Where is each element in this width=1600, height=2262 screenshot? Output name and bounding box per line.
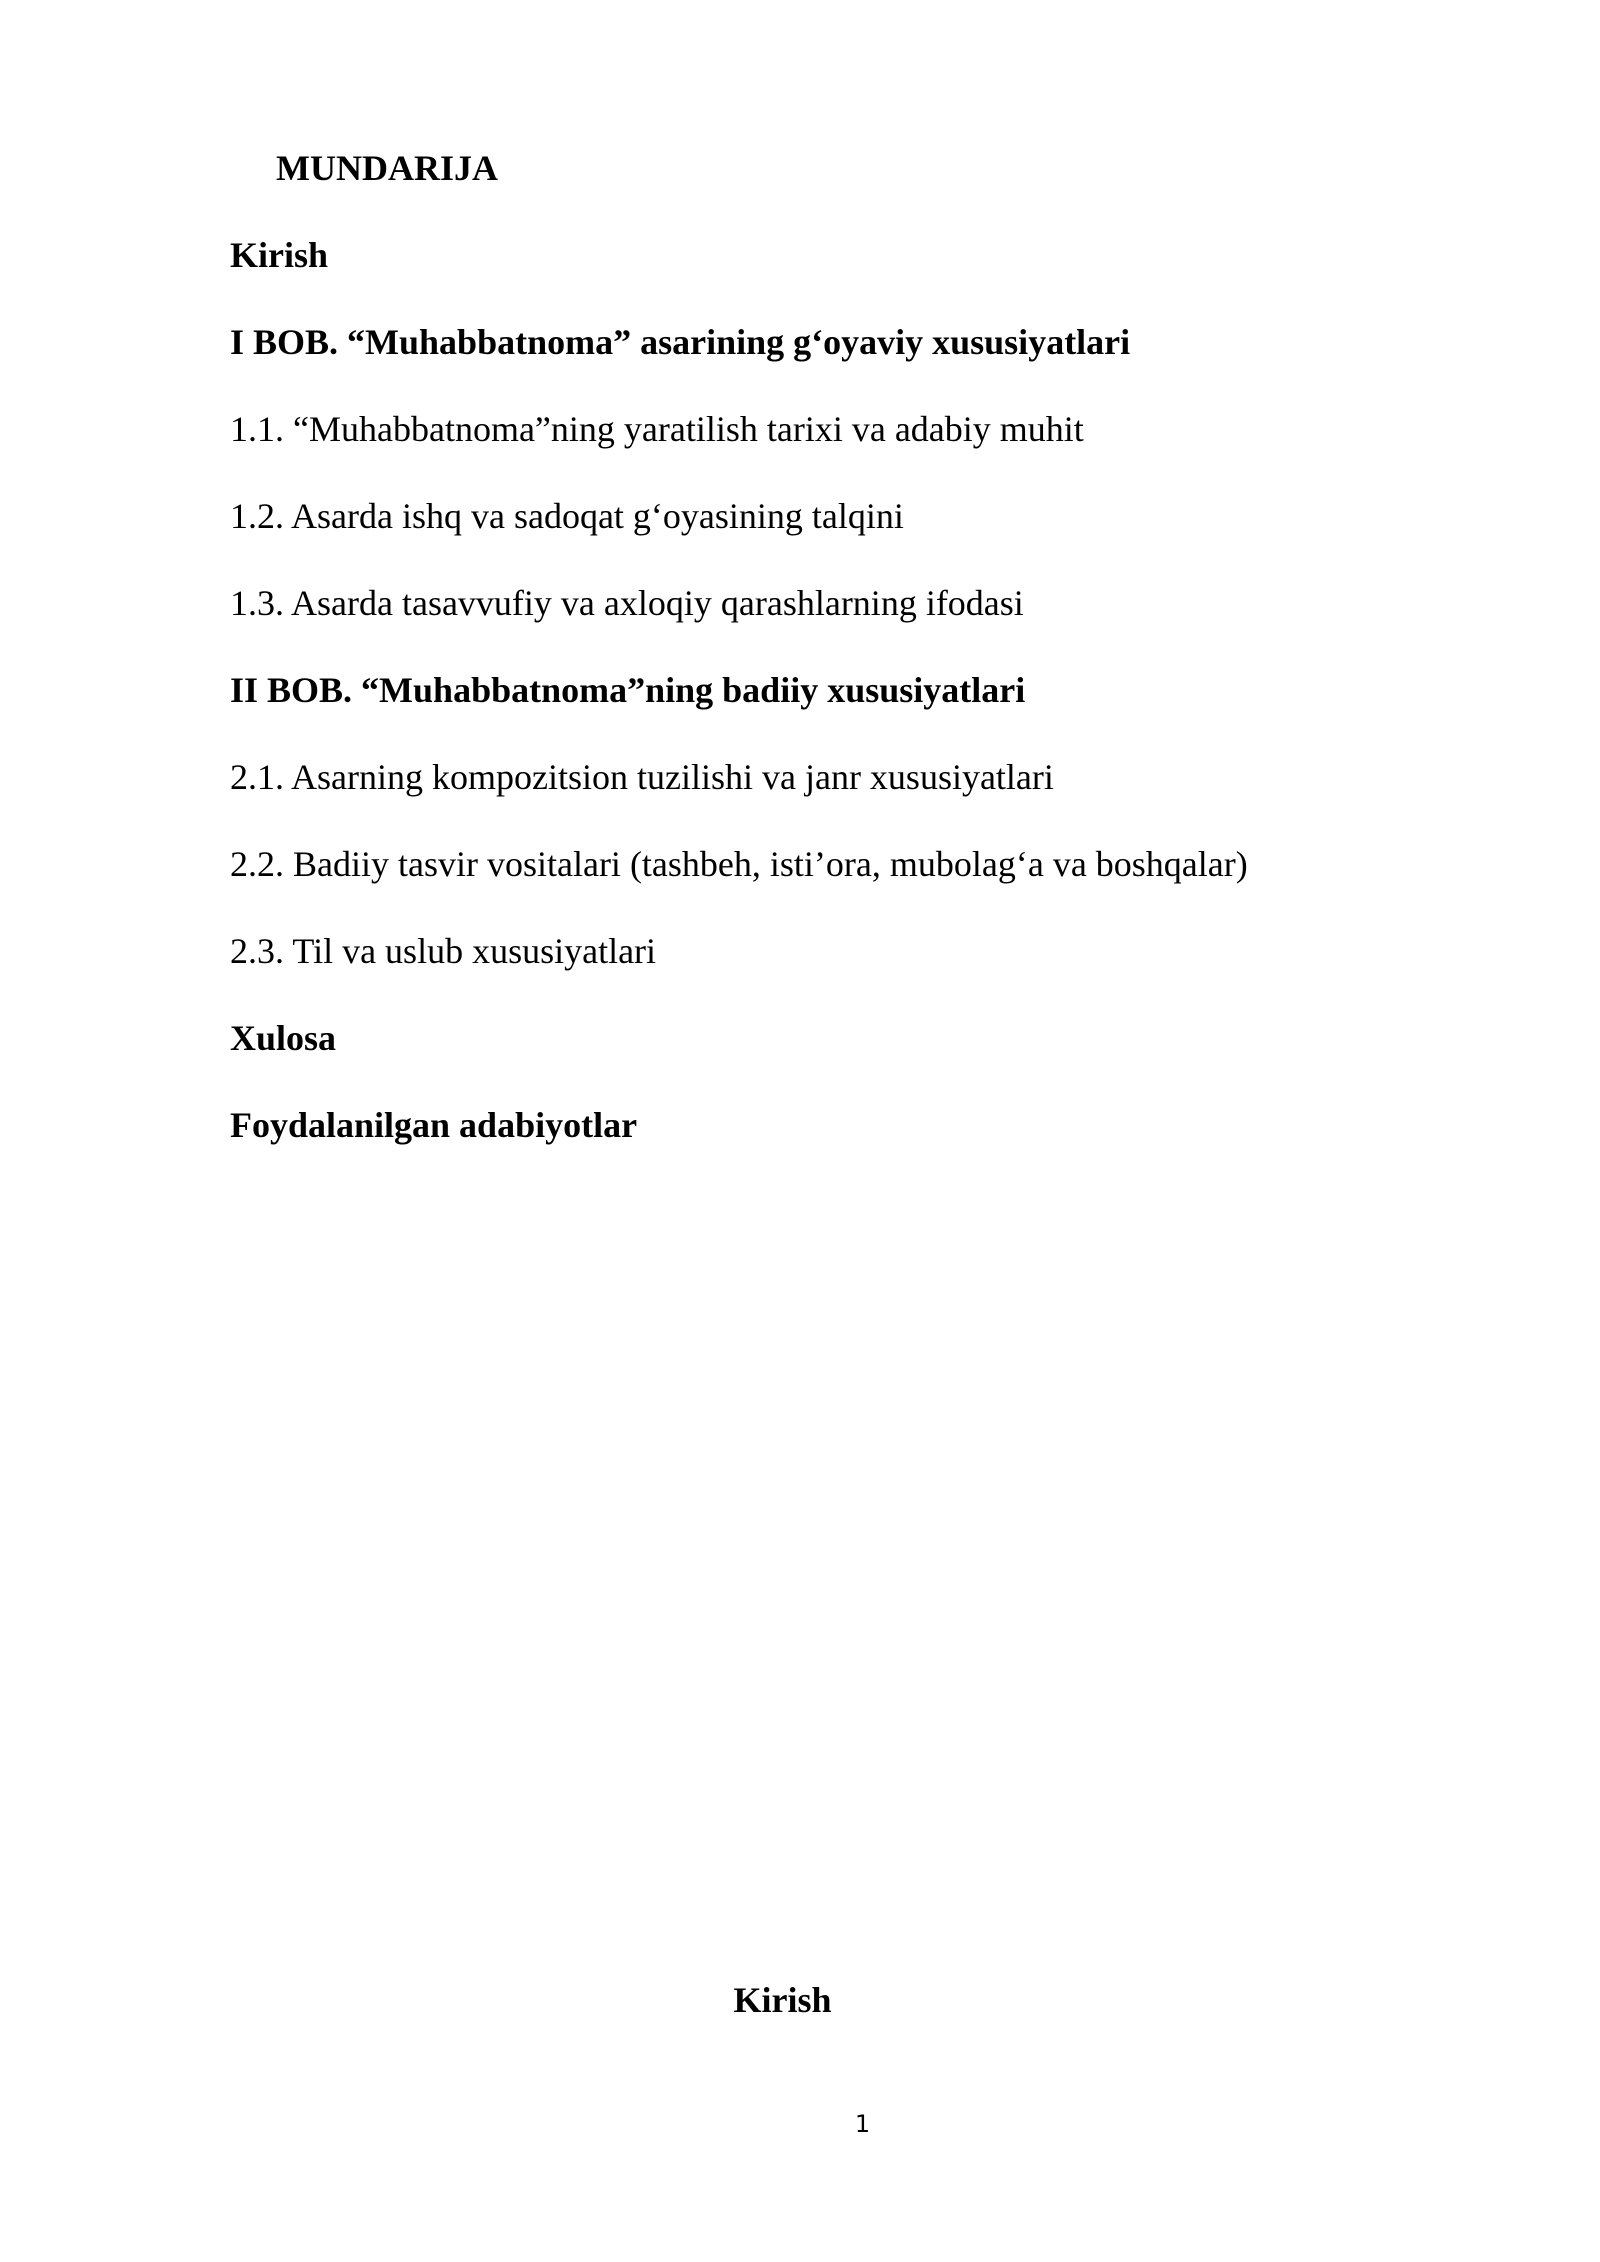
toc-entry-2-1: 2.1. Asarning kompozitsion tuzilishi va janr xususiyatlari — [230, 757, 1054, 797]
toc-entry-1-2: 1.2. Asarda ishq va sadoqat g‘oyasining talqini — [230, 496, 904, 536]
toc-entry-references: Foydalanilgan adabiyotlar — [230, 1105, 638, 1145]
toc-entry-2-3: 2.3. Til va uslub xususiyatlari — [230, 931, 657, 971]
toc-entry-chapter-2: II BOB. “Muhabbatnoma”ning badiiy xususiyatlari — [230, 670, 1026, 710]
toc-entry-kirish: Kirish — [230, 235, 329, 275]
toc-entry-chapter-1: I BOB. “Muhabbatnoma” asarining g‘oyaviy xususiyatlari — [230, 322, 1131, 362]
toc-entry-1-1: 1.1. “Muhabbatnoma”ning yaratilish tarixi va adabiy muhit — [230, 409, 1084, 449]
toc-entry-2-2: 2.2. Badiiy tasvir vositalari (tashbeh, isti’ora, mubolag‘a va boshqalar) — [230, 844, 1248, 884]
table-of-contents — [230, 237, 1248, 1194]
toc-entry-xulosa: Xulosa — [230, 1018, 337, 1058]
toc-entry-1-3: 1.3. Asarda tasavvufiy va axloqiy qarashlarning ifodasi — [230, 583, 1024, 623]
toc-title: MUNDARIJA — [276, 148, 498, 188]
page-number: 1 — [854, 2110, 871, 2138]
section-heading: Kirish — [733, 1980, 832, 2020]
